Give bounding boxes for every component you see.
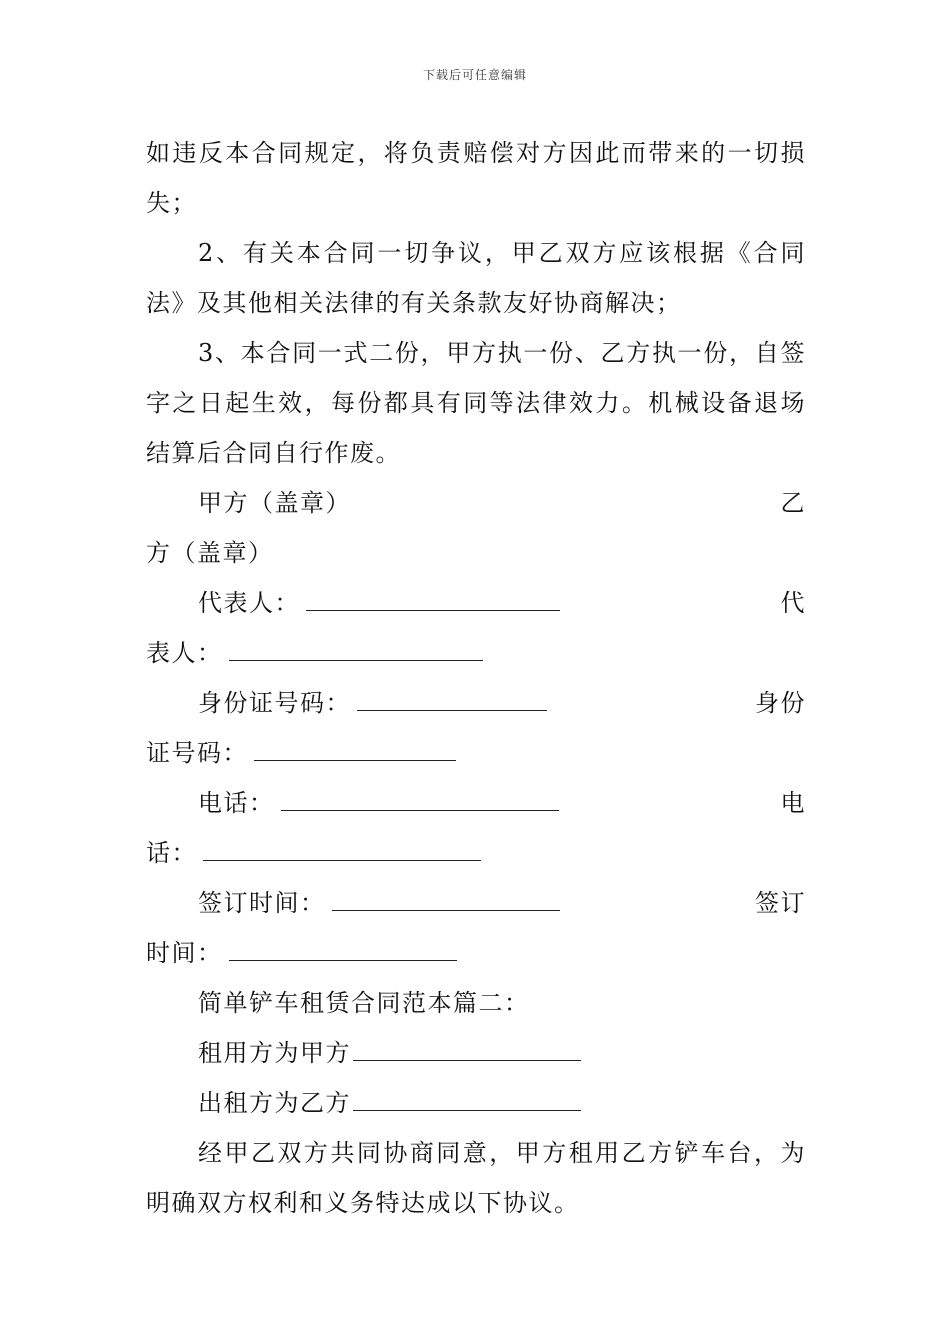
- paragraph-3-line-2: 字之日起生效，每份都具有同等法律效力。机械设备退场: [146, 389, 806, 417]
- lessor-label: 出租方为乙方: [198, 1089, 351, 1117]
- paragraph-2-line-2: 法》及其他相关法律的有关条款友好协商解决；: [146, 289, 682, 317]
- party-b-phone-blank[interactable]: [203, 832, 481, 861]
- party-a-phone-blank[interactable]: [281, 782, 559, 811]
- lessor-line: [146, 1078, 806, 1128]
- party-b-representative-label-end: 表人：: [146, 639, 223, 667]
- seal-row: [146, 478, 806, 528]
- party-b-id-blank[interactable]: [254, 732, 456, 761]
- party-b-id-label-end: 证号码：: [146, 739, 248, 767]
- party-b-id-label-start: 身份: [755, 689, 806, 717]
- party-a-phone-label: 电话：: [198, 789, 275, 817]
- party-b-phone-label-end: 话：: [146, 839, 197, 867]
- party-a-date-label: 签订时间：: [198, 889, 326, 917]
- party-b-phone-label-start: 电: [780, 789, 806, 817]
- party-a-representative: [198, 578, 560, 628]
- party-a-date-blank[interactable]: [332, 882, 560, 911]
- page-header: 下载后可任意编辑: [422, 68, 527, 82]
- party-b-date-label-end: 时间：: [146, 939, 223, 967]
- party-b-date-blank[interactable]: [229, 932, 457, 961]
- document-body: [146, 128, 806, 1228]
- id-row: [146, 678, 806, 728]
- party-a-phone: [198, 778, 559, 828]
- party-b-date: [146, 928, 806, 978]
- paragraph-3-line-3: 结算后合同自行作废。: [146, 439, 401, 467]
- party-a-seal-label: 甲方（盖章）: [198, 489, 351, 517]
- paragraph-4-line-1: 经甲乙双方共同协商同意，甲方租用乙方铲车台，为: [198, 1139, 806, 1167]
- paragraph-4-line-2: 明确双方权利和义务特达成以下协议。: [146, 1189, 580, 1217]
- party-a-id: [198, 678, 547, 728]
- paragraph-1-line-2: 失；: [146, 189, 197, 217]
- party-a-representative-blank[interactable]: [306, 582, 560, 611]
- section-2-title: 简单铲车租赁合同范本篇二：: [198, 989, 530, 1017]
- party-a-id-label: 身份证号码：: [198, 689, 351, 717]
- party-a-representative-label: 代表人：: [198, 589, 300, 617]
- phone-row: [146, 778, 806, 828]
- party-b-seal-label-end: 方（盖章）: [146, 539, 274, 567]
- paragraph-3-line-1: 3、本合同一式二份，甲方执一份、乙方执一份，自签: [198, 339, 806, 367]
- party-b-date-label-start: 签订: [755, 889, 806, 917]
- party-b-representative-label-start: 代: [780, 589, 806, 617]
- lessee-line: [146, 1028, 806, 1078]
- party-b-representative-blank[interactable]: [229, 632, 483, 661]
- representative-row: [146, 578, 806, 628]
- party-b-phone: [146, 828, 806, 878]
- paragraph-1-line-1: 如违反本合同规定，将负责赔偿对方因此而带来的一切损: [146, 139, 806, 167]
- paragraph-2-line-1: 2、有关本合同一切争议，甲乙双方应该根据《合同: [198, 239, 806, 267]
- party-b-seal-label-start: 乙: [780, 489, 806, 517]
- lessor-blank[interactable]: [353, 1082, 581, 1111]
- lessee-label: 租用方为甲方: [198, 1039, 351, 1067]
- party-b-id: [146, 728, 806, 778]
- date-row: [146, 878, 806, 928]
- party-a-date: [198, 878, 560, 928]
- party-b-representative: [146, 628, 806, 678]
- lessee-blank[interactable]: [353, 1032, 581, 1061]
- party-a-id-blank[interactable]: [357, 682, 547, 711]
